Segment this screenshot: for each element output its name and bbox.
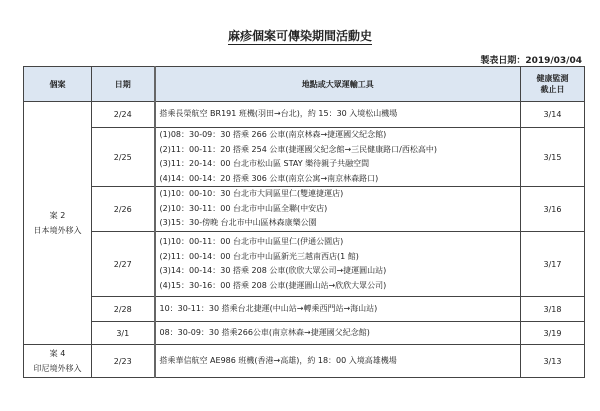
activity-item: (4)14：00-14：20 搭乘 306 公車(南京公寓→南京林森路口): [159, 173, 379, 183]
monitor-end-cell: 3/13: [521, 345, 585, 378]
monitor-end-cell: 3/17: [521, 232, 585, 297]
date-cell: 2/26: [92, 187, 155, 232]
table-row: [24, 102, 585, 128]
table-row: [24, 232, 585, 297]
place-cell: [155, 102, 521, 128]
table-row: [24, 187, 585, 232]
place-cell: [155, 128, 521, 187]
monitor-end-cell: 3/18: [521, 297, 585, 322]
activity-item: (1)08：30-09：30 搭乘 266 公車(南京林森→捷運國父紀念館): [159, 130, 387, 139]
activity-item: (1)10：00-10：30 台北市大同區里仁(雙連捷運店): [159, 189, 344, 199]
table-row: [24, 322, 585, 345]
date-cell: 2/25: [92, 128, 155, 187]
header-case: 個案: [24, 67, 92, 102]
place-cell: [155, 322, 521, 345]
place-cell: [155, 187, 521, 232]
table-header: [24, 67, 585, 102]
activity-item: (2)10：30-11：00 台北市中山區全聯(中安店): [159, 203, 328, 213]
table-row: [24, 345, 585, 378]
activity-item: 10：30-11：30 搭乘台北捷運(中山站→轉乘西門站→海山站): [159, 303, 378, 313]
activity-item: (2)11：00-11：20 搭乘 254 公車(捷運國父紀念館→三民健康路口/西松高中): [159, 144, 437, 154]
place-cell: [155, 232, 521, 297]
case-cell: 案 4 印尼境外移入: [24, 345, 92, 378]
case-cell: 案 2 日本境外移入: [24, 102, 92, 345]
activity-item: 08：30-09：30 搭乘266公車(南京林森→捷運國父紀念館): [159, 327, 370, 337]
monitor-end-cell: 3/15: [521, 128, 585, 187]
activity-item: (3)14：00-14：30 搭乘 208 公車(欣欣大眾公司→捷運圓山站): [159, 266, 387, 275]
activity-item: (1)10：00-11：00 台北市中山區里仁(伊通公園店): [159, 237, 344, 246]
activity-item: (3)15：30-傍晚 台北市中山區林森康樂公園: [159, 218, 317, 228]
table-row: [24, 128, 585, 187]
header-monitor: 健康監測 截止日: [521, 67, 585, 102]
activity-item: 搭乘長榮航空 BR191 班機(羽田→台北)，約 15：30 入境松山機場: [159, 109, 398, 119]
activity-item: (4)15：30-16：00 搭乘 208 公車(捷運圓山站→欣欣大眾公司): [159, 280, 387, 290]
header-place: 地點或大眾運輸工具: [155, 67, 521, 102]
monitor-end-cell: 3/19: [521, 322, 585, 345]
place-cell: [155, 345, 521, 378]
activity-item: (3)11：20-14：00 台北市松山區 STAY 樂待親子共融空間: [159, 159, 370, 168]
date-cell: 3/1: [92, 322, 155, 345]
activity-item: 搭乘華信航空 AE986 班機(香港→高雄)，約 18：00 入境高雄機場: [159, 355, 397, 365]
monitor-end-cell: 3/16: [521, 187, 585, 232]
page-title: 麻疹個案可傳染期間活動史: [227, 29, 372, 43]
activity-table: [23, 66, 585, 378]
place-cell: [155, 297, 521, 322]
header-date: 日期: [92, 67, 155, 102]
date-cell: 2/27: [92, 232, 155, 297]
date-cell: 2/24: [92, 102, 155, 128]
made-date: 製表日期：2019/03/04: [480, 56, 582, 66]
table-row: [24, 297, 585, 322]
date-cell: 2/28: [92, 297, 155, 322]
monitor-end-cell: 3/14: [521, 102, 585, 128]
date-cell: 2/23: [92, 345, 155, 378]
activity-item: (2)11：00-14：00 台北市中山區新光三越南西店(1 館): [159, 251, 359, 261]
